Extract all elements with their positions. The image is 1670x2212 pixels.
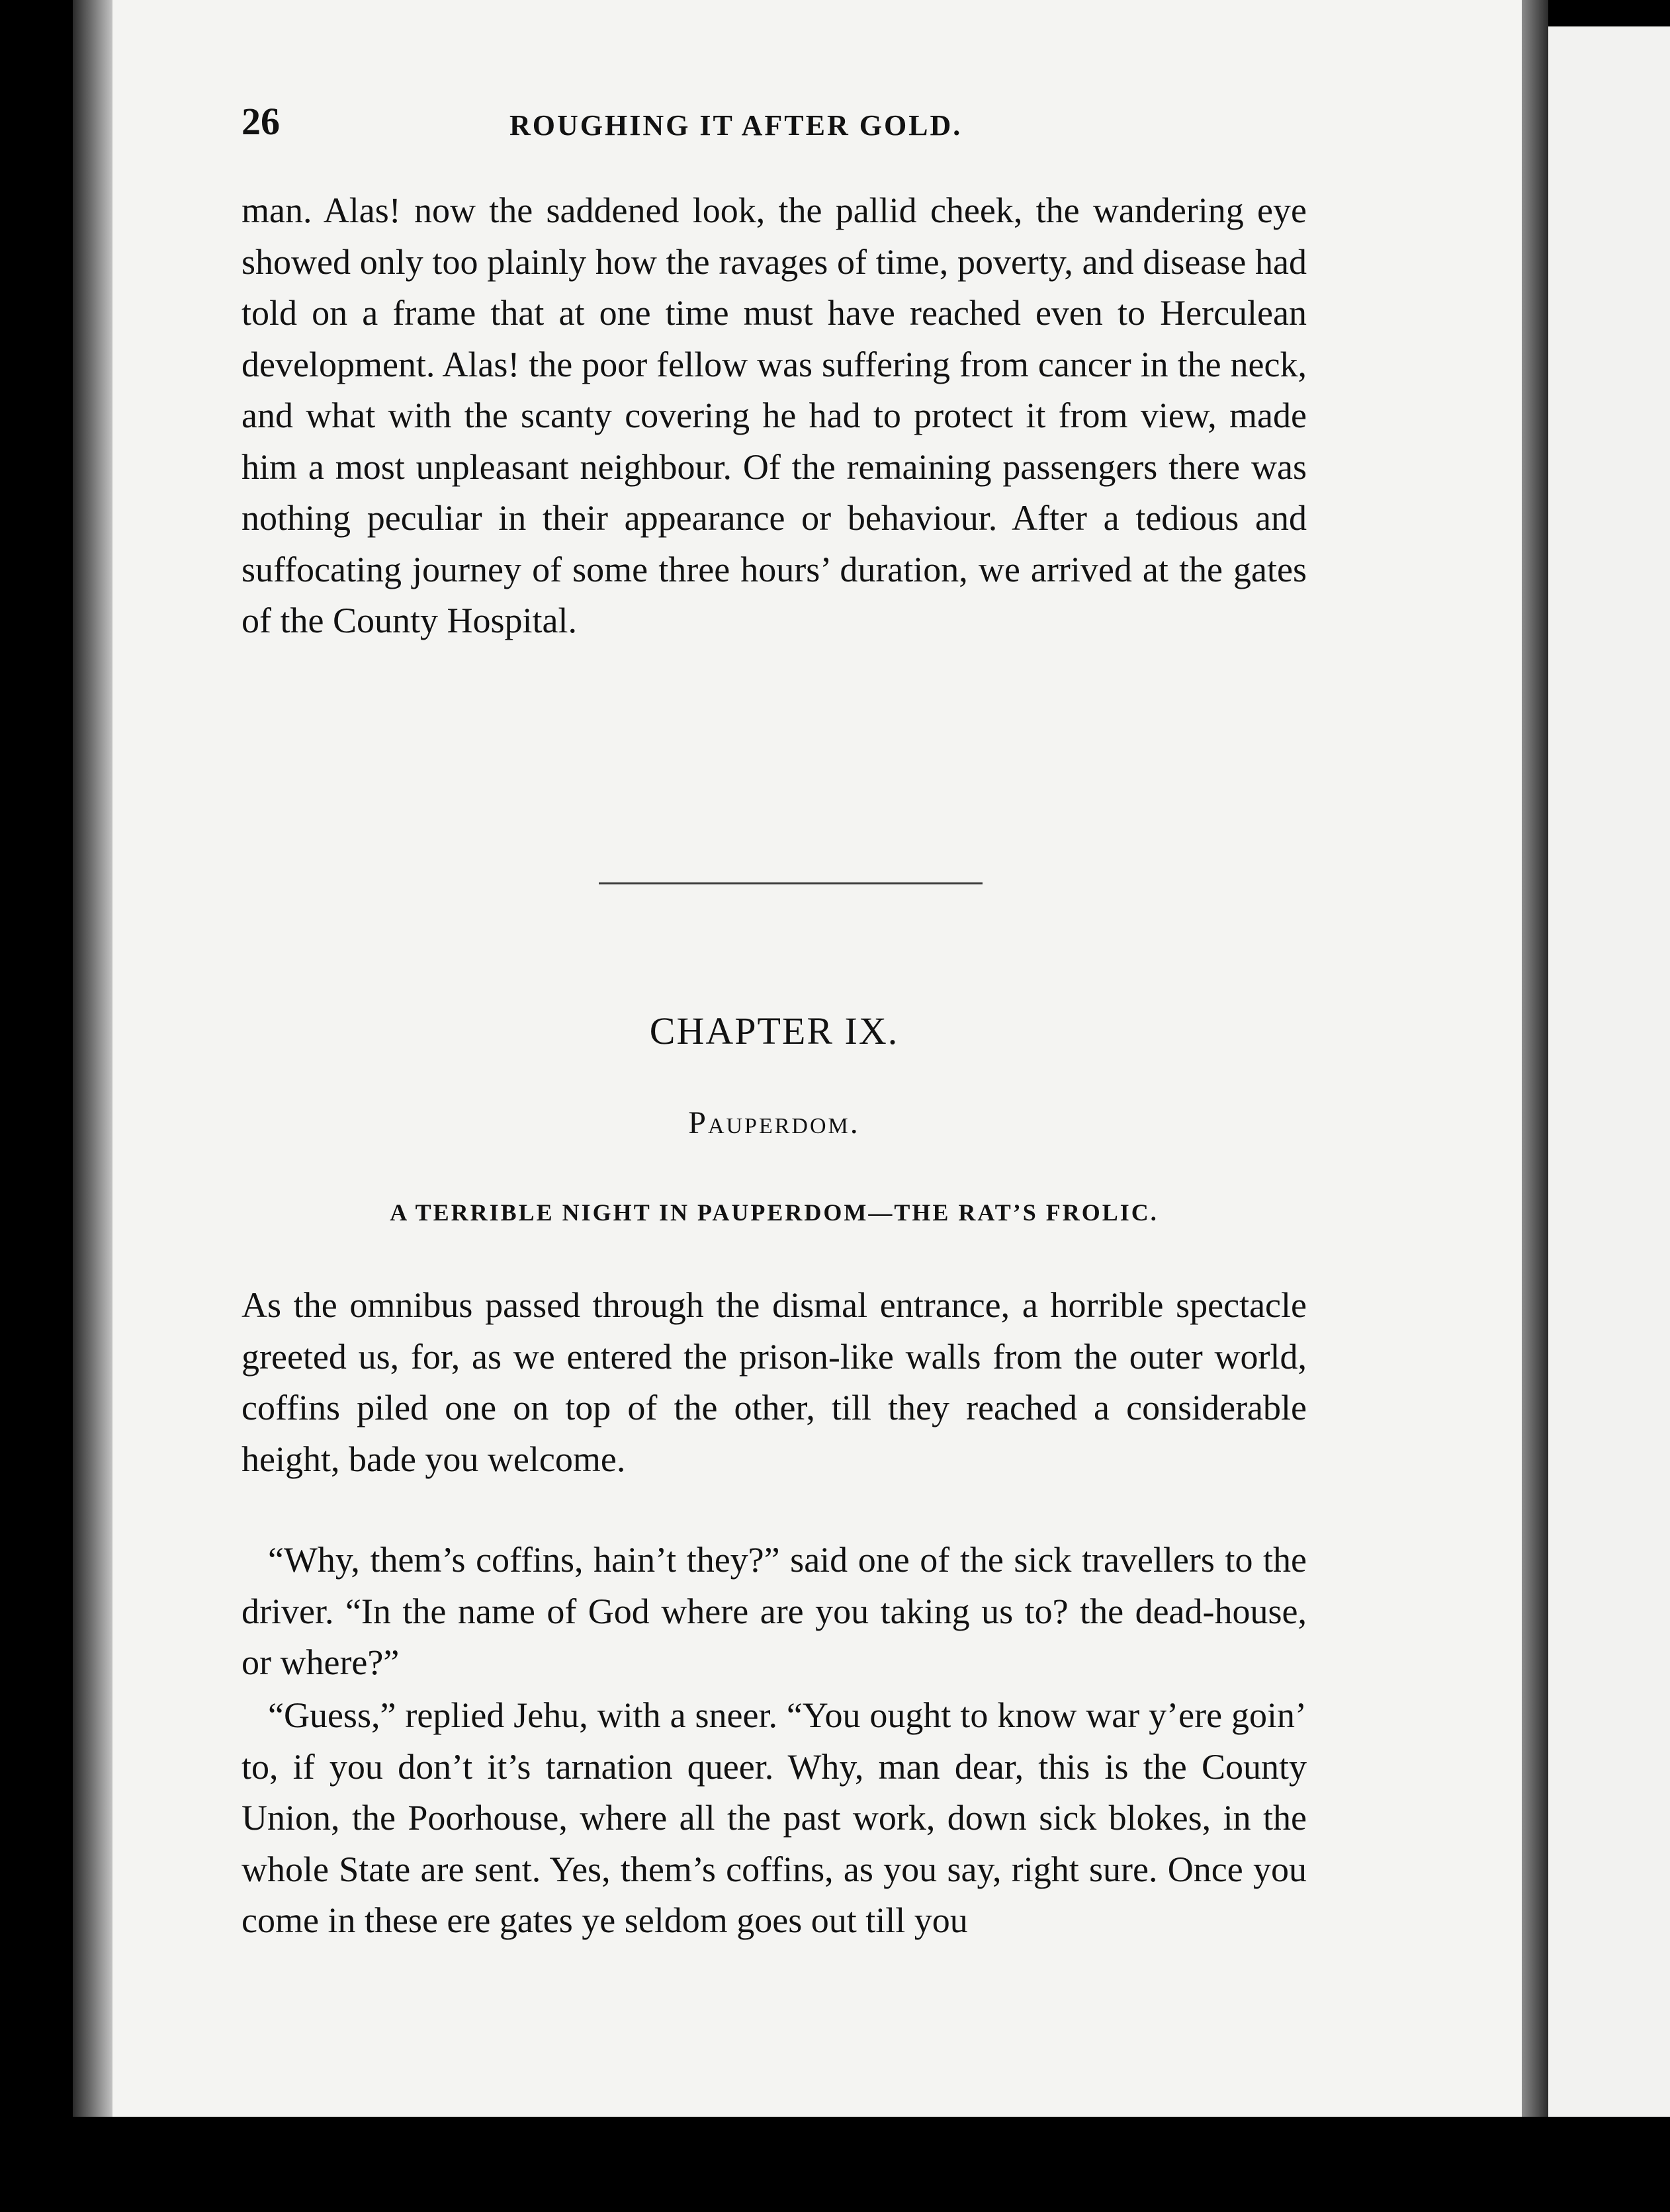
chapter-synopsis: A TERRIBLE NIGHT IN PAUPERDOM—THE RAT’S FROLIC. — [390, 1199, 1159, 1226]
chapter-subtitle: Pauperdom. — [688, 1105, 860, 1140]
facing-page-edge — [1548, 26, 1670, 2117]
body-paragraph: “Why, them’s coffins, hain’t they?” said one of the sick travellers to the driver. “In the name of God where are you taking us to? the dead-house, or where?” — [242, 1540, 1307, 1682]
running-head — [242, 99, 1327, 152]
body-paragraph: As the omnibus passed through the dismal entrance, a horrible spectacle greeted us, for, as we entered the prison-like walls from the outer world, coffins piled one on top of the other, till they reached a considerable height, bade you welcome. — [242, 1285, 1307, 1479]
chapter-title: CHAPTER IX. — [649, 1009, 899, 1052]
section-divider-rule — [599, 882, 983, 884]
body-paragraph: “Guess,” replied Jehu, with a sneer. “You ought to know war y’ere goin’ to, if you don’t it’s tarnation queer. Why, man dear, this is the County Union, the Poorhouse, where all the past work, down sick blokes, in the whole State are sent. Yes, them’s coffins, as you say, right sure. Once you come in these ere gates ye seldom goes out till you — [242, 1695, 1307, 1940]
scan-bottom-border — [0, 2117, 1670, 2212]
running-title: ROUGHING IT AFTER GOLD. — [509, 109, 963, 142]
binding-shadow — [1522, 0, 1548, 2117]
page-number: 26 — [242, 100, 280, 143]
body-paragraph: man. Alas! now the saddened look, the pallid cheek, the wandering eye showed only too plainly how the ravages of time, poverty, and disease had told on a frame that at one time must have reached even to Herculean development. Alas! the poor fellow was suffering from cancer in the neck, and what with the scanty covering he had to protect it from view, made him a most unpleasant neighbour. Of the remaining passengers there was nothing peculiar in their appearance or behaviour. After a tedious and suffocating journey of some three hours’ duration, we arrived at the gates of the County Hospital. — [242, 191, 1307, 640]
